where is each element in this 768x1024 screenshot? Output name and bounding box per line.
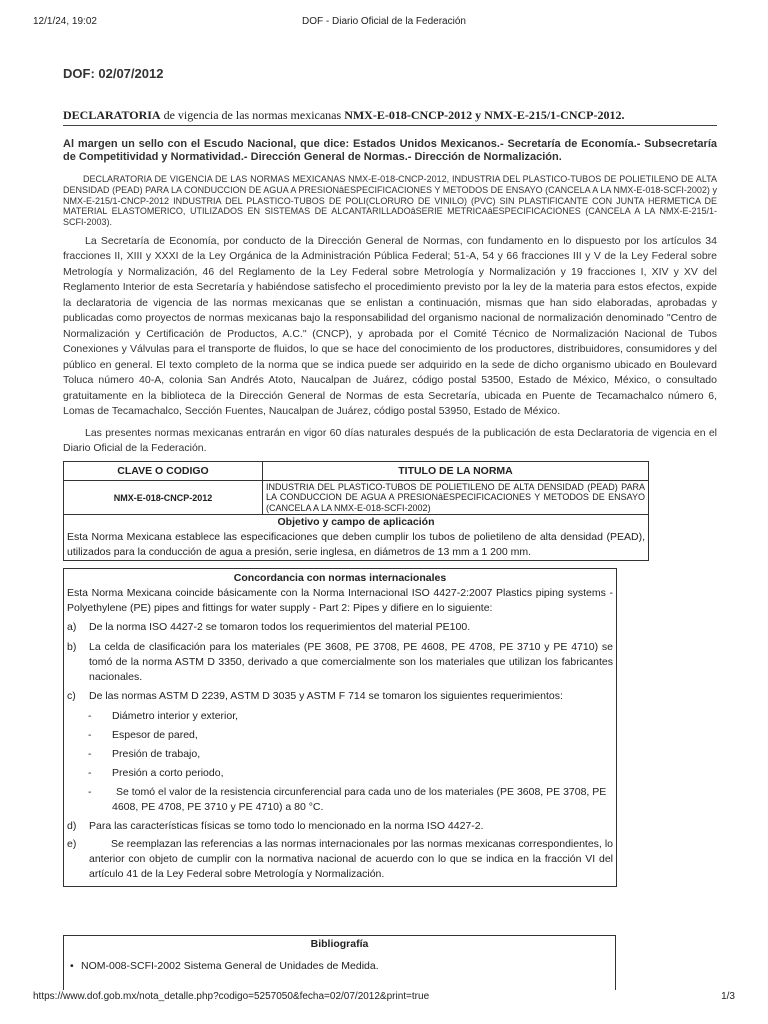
page-number: 1/3	[721, 991, 735, 1002]
list-text: Se tomó el valor de la resistencia circunferencial para cada uno de los materiales (PE 3608, PE 3708, PE 4608, PE 4708, PE 3710 y PE 4710) a 80 °C.	[112, 786, 607, 814]
list-text: La celda de clasificación para los materiales (PE 3608, PE 3708, PE 4608, PE 4708, PE 3710 y PE 4710) se tomó de la norma ASTM D 3350, derivado a que comercialmente son los materiales que utilizan los fabricantes nacionales.	[89, 641, 613, 684]
list-item	[64, 960, 615, 972]
list-item	[64, 709, 616, 724]
table-row	[64, 480, 649, 515]
print-datetime: 12/1/24, 19:02	[33, 16, 97, 27]
list-item	[64, 785, 616, 815]
list-item-e	[64, 837, 616, 882]
bibliography-item: NOM-008-SCFI-2002 Sistema General de Unidades de Medida.	[81, 960, 379, 972]
dash-mark: -	[88, 786, 92, 799]
dash-mark: -	[88, 748, 92, 761]
objective-row	[64, 515, 649, 561]
list-item	[64, 728, 616, 743]
concordance-box	[63, 568, 617, 887]
list-text: De las normas ASTM D 2239, ASTM D 3035 y ASTM F 714 se tomaron los siguientes requerimientos:	[89, 690, 563, 703]
norm-title: INDUSTRIA DEL PLASTICO-TUBOS DE POLIETILENO DE ALTA DENSIDAD (PEAD) PARA LA CONDUCCION DE AGUA A PRESIONâESPECIFICACIONES Y METODOS DE ENSAYO (CANCELA A LA NMX-E-018-SCFI-2002)	[263, 480, 649, 515]
list-text: Se reemplazan las referencias a las normas internacionales por las normas mexicanas correspondientes, lo anterior con objeto de cumplir con la normativa nacional de acuerdo con lo que se indica en la fracción VI del artículo 41 de la Ley Federal sobre Metrología y Normalización.	[89, 838, 613, 881]
list-text: Presión a corto periodo,	[112, 767, 224, 780]
bibliography-heading: Bibliografía	[310, 938, 369, 950]
list-item-a	[64, 620, 616, 635]
dash-mark: -	[88, 710, 92, 723]
objective-heading: Objetivo y campo de aplicación	[277, 516, 435, 529]
list-letter: a)	[67, 621, 77, 634]
concordance-intro: Esta Norma Mexicana coincide básicamente con la Norma Internacional ISO 4427-2:2007 Plastics piping systems - Polyethylene (PE) pipes and fittings for water supply - Part 2: Pipes y difiere en lo siguiente:	[67, 587, 613, 615]
list-text: Para las características físicas se tomo todo lo mencionado en la norma ISO 4427-2.	[89, 820, 484, 833]
list-letter: b)	[67, 641, 77, 654]
bibliography-box	[63, 935, 616, 990]
list-text: De la norma ISO 4427-2 se tomaron todos los requerimientos del material PE100.	[89, 621, 471, 634]
norm-code: NMX-E-018-CNCP-2012	[64, 480, 263, 515]
browser-print-header	[33, 16, 735, 30]
bullet-icon: •	[70, 960, 74, 972]
decl-bold-2: NMX-E-018-CNCP-2012 y NMX-E-215/1-CNCP-2012.	[344, 108, 625, 122]
dof-date: DOF: 02/07/2012	[63, 66, 164, 81]
list-item	[64, 747, 616, 762]
objective-cell	[64, 515, 649, 561]
dash-mark: -	[88, 767, 92, 780]
list-letter: d)	[67, 820, 77, 833]
dash-mark: -	[88, 729, 92, 742]
list-item-d	[64, 819, 616, 834]
list-item-c	[64, 689, 616, 704]
decl-normal: de vigencia de las normas mexicanas	[160, 108, 345, 122]
decl-bold-1: DECLARATORIA	[63, 108, 161, 122]
col-code-header: CLAVE O CODIGO	[64, 461, 263, 480]
col-title-header: TITULO DE LA NORMA	[263, 461, 649, 480]
list-item	[64, 766, 616, 781]
list-text: Presión de trabajo,	[112, 748, 201, 761]
norm-table	[63, 461, 649, 562]
declaratoria-title	[63, 108, 717, 126]
print-url[interactable]: https://www.dof.gob.mx/nota_detalle.php?codigo=5257050&fecha=02/07/2012&print=true	[33, 991, 430, 1002]
objective-text: Esta Norma Mexicana establece las especificaciones que deben cumplir los tubos de polietileno de alta densidad (PEAD), utilizados para la conducción de agua a presión, serie inglesa, en diámetros de 13 mm a 1 200 mm.	[67, 531, 645, 559]
paragraph-2: Las presentes normas mexicanas entrarán en vigor 60 días naturales después de la publicación de esta Declaratoria de vigencia en el Diario Oficial de la Federación.	[63, 426, 717, 455]
caps-paragraph: DECLARATORIA DE VIGENCIA DE LAS NORMAS MEXICANAS NMX-E-018-CNCP-2012, INDUSTRIA DEL PLASTICO-TUBOS DE POLIETILENO DE ALTA DENSIDAD (PEAD) PARA LA CONDUCCION DE AGUA A PRESIONâESPECIFICACIONES Y METODOS DE ENSAYO (CANCELA A LA NMX-E-018-SCFI-2002) y NMX-E-215/1-CNCP-2012 INDUSTRIA DEL PLASTICO-TUBOS DE POLI(CLORURO DE VINILO) (PVC) SIN PLASTIFICANTE CON JUNTA HERMETICA DE MATERIAL ELASTOMERICO, UTILIZADOS EN SISTEMAS DE ALCANTARILLADOâSERIE METRICAâESPECIFICACIONES (CANCELA A LA NMX-E-215/1-SCFI-2003).	[63, 174, 717, 228]
document-body	[63, 64, 717, 887]
paragraph-1: La Secretaría de Economía, por conducto de la Dirección General de Normas, con fundamento en lo dispuesto por los artículos 34 fracciones II, XIII y XXXI de la Ley Orgánica de la Administración Pública Federal; 51-A, 54 y 66 fracciones III y V de la Ley Federal sobre Metrología y Normalización, 46 del Reglamento de la Ley Federal sobre Metrología y Normalización y 19 fracciones I, XIV y XV del Reglamento Interior de esta Secretaría y habiéndose satisfecho el procedimiento previsto por la ley de la materia para estos efectos, expide la declaratoria de vigencia de las normas mexicanas que se enlistan a continuación, mismas que han sido elaboradas, aprobadas y publicadas como proyectos de normas mexicanas bajo la responsabilidad del organismo nacional de normalización denominado "Centro de Normalización y Certificación de Productos, A.C." (CNCP), y aprobada por el Comité Técnico de Normalización Nacional de Tubos Conexiones y Válvulas para el transporte de fluidos, lo que se hace del conocimiento de los productores, distribuidores, consumidores y del público en general. El texto completo de la norma que se indica puede ser adquirido en la sede de dicho organismo ubicado en Boulevard Toluca número 40-A, colonia San Andrés Atoto, Naucalpan de Juárez, código postal 53500, Estado de México, México, o consultado gratuitamente en la biblioteca de la Dirección General de Normas de esta Secretaría, ubicada en Puente de Tecamachalco número 6, Lomas de Tecamachalco, Sección Fuentes, Naucalpan de Juárez, código postal 53950, Estado de México.	[63, 234, 717, 418]
concordance-heading: Concordancia con normas internacionales	[233, 572, 447, 585]
list-text: Espesor de pared,	[112, 729, 198, 742]
print-site-title: DOF - Diario Oficial de la Federación	[302, 16, 466, 27]
margin-seal-note: Al margen un sello con el Escudo Nacional, que dice: Estados Unidos Mexicanos.- Secretaría de Economía.- Subsecretaría de Competitividad y Normatividad.- Dirección General de Normas.- Dirección de Normalización.	[63, 138, 717, 163]
table-header-row	[64, 461, 649, 480]
browser-print-footer	[33, 991, 735, 1002]
list-text: Diámetro interior y exterior,	[112, 710, 239, 723]
list-letter: c)	[67, 690, 76, 703]
list-letter: e)	[67, 838, 77, 851]
list-item-b	[64, 640, 616, 685]
